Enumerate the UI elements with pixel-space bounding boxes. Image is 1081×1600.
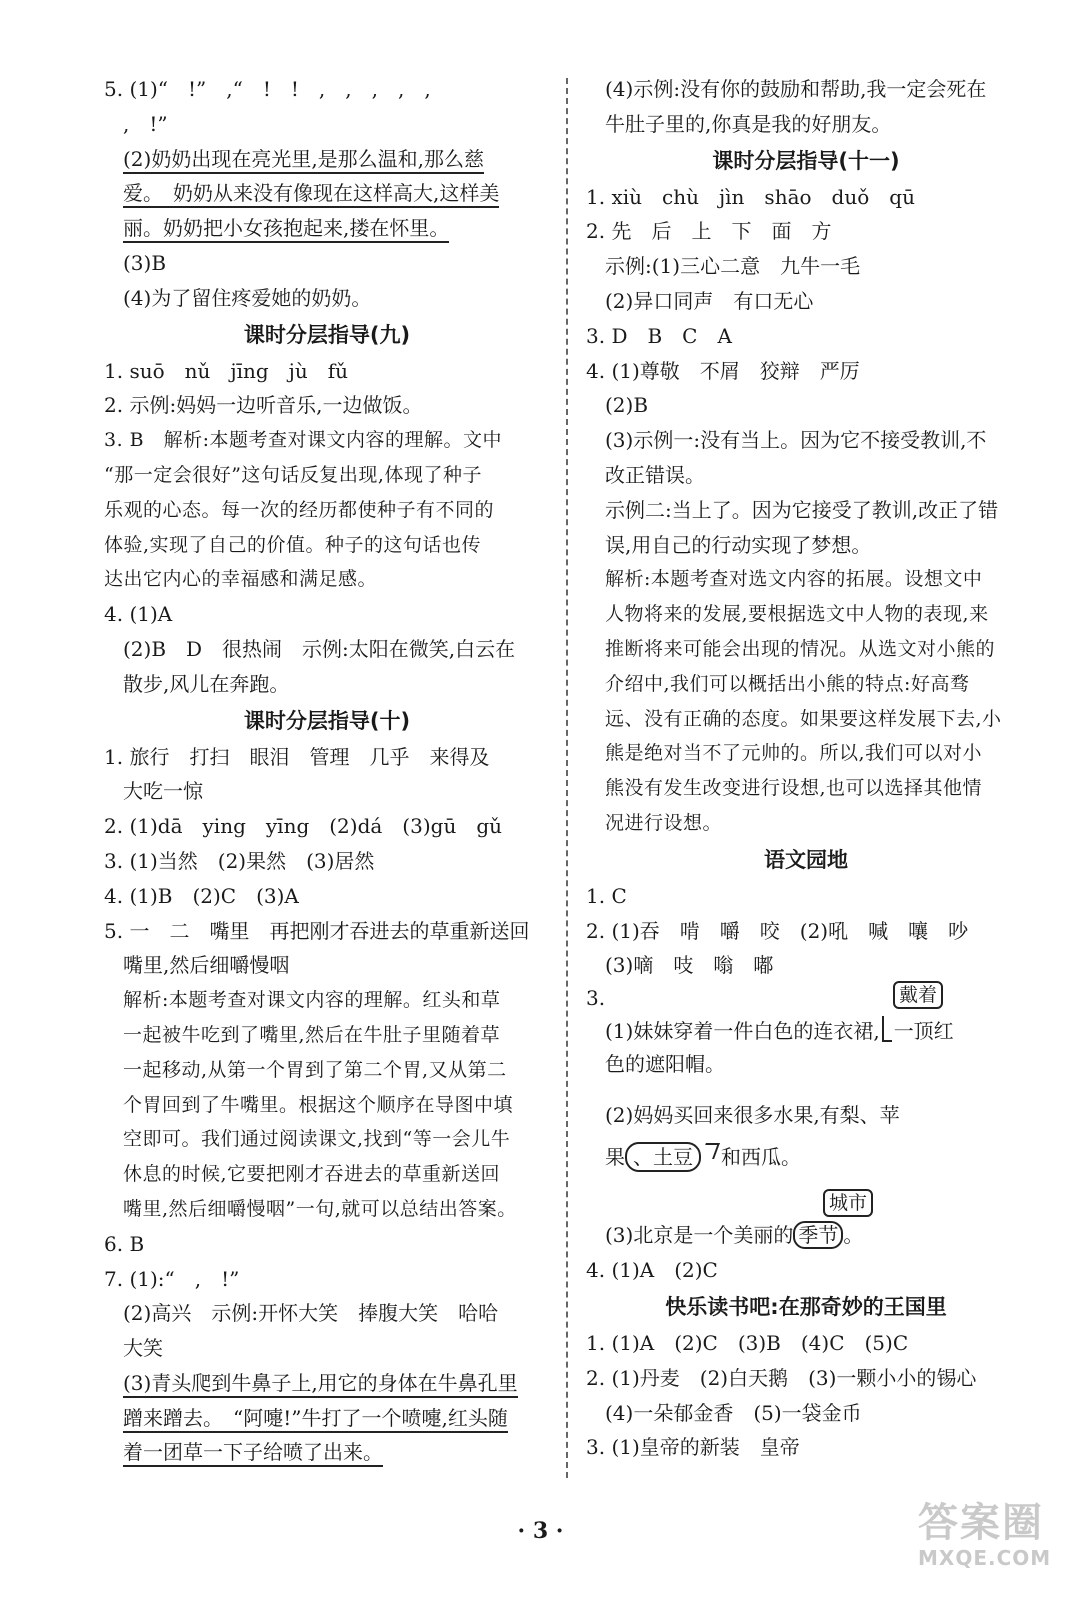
sec11-line-2: 2. 先 后 上 下 面 方 <box>586 219 832 244</box>
sec10-line-13: 休息的时候,它要把刚才吞进去的草重新送回 <box>123 1163 501 1186</box>
underlined-text: (3)青头爬到牛鼻子上,用它的身体在牛鼻孔里 <box>123 1371 518 1398</box>
sec11-line-13: 人物将来的发展,要根据选文中人物的表现,来 <box>605 603 989 626</box>
edit-sentence-1-end: 一顶红 <box>893 1019 954 1044</box>
garden-line-4 <box>586 983 1026 1013</box>
page-number: · 3 · <box>517 1518 564 1544</box>
watermark <box>918 1500 1068 1590</box>
text: 和西瓜。 <box>721 1145 801 1170</box>
sec10-line-10: 一起移动,从第一个胃到了第二个胃,又从第二 <box>123 1058 507 1081</box>
watermark-title: 答案圈 <box>918 1500 1044 1546</box>
sec10-line-16: 7. (1):“ , !” <box>104 1266 240 1291</box>
sec11-line-3: 示例:(1)三心二意 九牛一毛 <box>605 254 861 279</box>
reading-line-4: 3. (1)皇帝的新装 皇帝 <box>586 1435 800 1460</box>
section-title-10: 课时分层指导(十) <box>243 708 411 733</box>
underlined-text: 丽。奶奶把小女孩抱起来,搂在怀里。 <box>123 216 449 243</box>
q5-line-4 <box>104 176 550 211</box>
sec9-line-7: 达出它内心的幸福感和满足感。 <box>104 568 378 591</box>
sec9-line-8: 4. (1)A <box>104 602 173 627</box>
q5-line-2: , !” <box>123 111 168 136</box>
sec10-line-6: 5. 一 二 嘴里 再把刚才吞进去的草重新送回 <box>104 918 530 943</box>
sec9-line-9: (2)B D 很热闹 示例:太阳在微笑,白云在 <box>123 636 516 661</box>
sec10-line-17: (2)高兴 示例:开怀大笑 捧腹大笑 哈哈 <box>123 1301 499 1326</box>
sec11-line-18: 熊没有发生改变进行设想,也可以选择其他情 <box>605 777 983 800</box>
garden-line-9-insert <box>586 1189 1026 1217</box>
sec10-line-12: 空即可。我们通过阅读课文,找到“等一会儿牛 <box>123 1128 511 1151</box>
sec11-line-5: 3. D B C A <box>586 323 732 348</box>
sec10-line-20 <box>104 1401 550 1436</box>
top-line-1: (4)示例:没有你的鼓励和帮助,我一定会死在 <box>605 77 987 101</box>
column-divider <box>566 78 568 1478</box>
sec11-line-16: 远、没有正确的态度。如果要这样发展下去,小 <box>605 707 1002 730</box>
sec11-line-17: 熊是绝对当不了元帅的。所以,我们可以对小 <box>605 742 983 765</box>
q5-line-6: (3)B <box>123 250 167 275</box>
sec9-line-5: 乐观的心态。每一次的经历都使种子有不同的 <box>104 498 495 521</box>
sec9-line-4: “那一定会很好”这句话反复出现,体现了种子 <box>104 463 482 486</box>
section-title-garden: 语文园地 <box>764 847 848 872</box>
deletion-mark <box>625 1142 701 1172</box>
reading-line-3: (4)一朵郁金香 (5)一袋金币 <box>605 1400 862 1425</box>
sec11-line-9: 改正错误。 <box>605 462 705 487</box>
text: (3)北京是一个美丽的 <box>605 1223 794 1248</box>
sec11-line-10: 示例二:当上了。因为它接受了教训,改正了错 <box>605 497 999 522</box>
q5-line-1: 5. (1)“ !” ,“ ! ! , , , , , <box>104 77 431 101</box>
sec11-line-15: 介绍中,我们可以概括出小熊的特点:好高骛 <box>605 672 970 695</box>
sec10-line-19 <box>104 1366 550 1401</box>
replace-mark <box>793 1221 843 1249</box>
underlined-text: 爱。 奶奶从来没有像现在这样高大,这样美 <box>123 181 499 208</box>
garden-line-8 <box>586 1135 1026 1179</box>
sec10-line-3: 2. (1)dā ying yīng (2)dá (3)gū gǔ <box>104 814 503 839</box>
sec11-line-1: 1. xiù chù jìn shāo duǒ qū <box>586 184 915 209</box>
garden-line-5 <box>586 1013 1026 1049</box>
q5-line-5 <box>104 211 550 246</box>
sec9-line-3: 3. B 解析:本题考查对课文内容的理解。文中 <box>104 429 503 452</box>
sec11-line-14: 推断将来可能会出现的情况。从选文对小熊的 <box>605 637 996 660</box>
sec10-line-4: 3. (1)当然 (2)果然 (3)居然 <box>104 848 375 873</box>
sec10-line-14: 嘴里,然后细嚼慢咽”一句,就可以总结出答案。 <box>123 1197 517 1220</box>
edit-sentence-1: (1)妹妹穿着一件白色的连衣裙, <box>605 1019 880 1044</box>
underlined-text: 蹭来蹭去。 “阿嚏!”牛打了一个喷嚏,红头随 <box>123 1406 508 1433</box>
sec9-line-2: 2. 示例:妈妈一边听音乐,一边做饭。 <box>104 393 423 418</box>
sec9-line-1: 1. suō nǔ jīng jù fǔ <box>104 358 349 383</box>
delete-tail-icon <box>700 1143 720 1159</box>
caret-mark <box>882 1016 892 1042</box>
replaced-word: 季节 <box>798 1223 839 1248</box>
sec9-line-10: 散步,风儿在奔跑。 <box>123 671 290 696</box>
garden-line-1: 1. C <box>586 883 627 908</box>
insert-word-box: 戴着 <box>893 983 943 1009</box>
sec11-line-19: 况进行设想。 <box>605 811 723 834</box>
section-title-11: 课时分层指导(十一) <box>712 148 900 173</box>
section-title-9: 课时分层指导(九) <box>243 322 411 347</box>
reading-line-1: 1. (1)A (2)C (3)B (4)C (5)C <box>586 1330 909 1355</box>
sec10-line-1: 1. 旅行 打扫 眼泪 管理 几乎 来得及 <box>104 744 490 769</box>
sec9-line-6: 体验,实现了自己的价值。种子的这句话也传 <box>104 533 482 556</box>
garden-line-10: 4. (1)A (2)C <box>586 1258 718 1283</box>
sec10-line-11: 个胃回到了牛嘴里。根据这个顺序在导图中填 <box>123 1093 514 1116</box>
sec11-line-8: (3)示例一:没有当上。因为它不接受教训,不 <box>605 428 987 453</box>
right-column <box>586 72 1026 1465</box>
underlined-text: 着一团草一下子给喷了出来。 <box>123 1440 383 1467</box>
left-column <box>104 72 550 1470</box>
sec11-line-4: (2)异口同声 有口无心 <box>605 288 814 313</box>
sec10-line-8: 解析:本题考查对课文内容的理解。红头和草 <box>123 989 501 1012</box>
text: 果 <box>605 1145 625 1170</box>
sec10-line-7: 嘴里,然后细嚼慢咽 <box>123 953 290 978</box>
q5-line-7: (4)为了留住疼爱她的奶奶。 <box>123 285 372 310</box>
garden-line-7: (2)妈妈买回来很多水果,有梨、苹 <box>605 1103 900 1128</box>
underlined-text: (2)奶奶出现在亮光里,是那么温和,那么慈 <box>123 147 484 174</box>
sec10-line-15: 6. B <box>104 1231 145 1256</box>
q3-label: 3. <box>586 986 606 1011</box>
sec11-line-7: (2)B <box>605 393 649 418</box>
sec10-line-9: 一起被牛吃到了嘴里,然后在牛肚子里随着草 <box>123 1023 501 1046</box>
garden-line-3: (3)嘀 吱 嗡 嘟 <box>605 953 774 978</box>
sec11-line-12: 解析:本题考查对选文内容的拓展。设想文中 <box>605 568 983 591</box>
reading-line-2: 2. (1)丹麦 (2)白天鹅 (3)一颗小小的锡心 <box>586 1365 977 1390</box>
garden-line-9 <box>586 1217 1026 1253</box>
replace-word-box: 城市 <box>823 1189 873 1217</box>
garden-line-6: 色的遮阳帽。 <box>605 1052 725 1077</box>
sec10-line-2: 大吃一惊 <box>123 779 203 804</box>
q5-line-3 <box>104 142 550 177</box>
sec11-line-11: 误,用自己的行动实现了梦想。 <box>605 532 872 557</box>
deleted-word: 、土豆 <box>633 1145 693 1170</box>
sec11-line-6: 4. (1)尊敬 不屑 狡辩 严厉 <box>586 358 860 383</box>
sec10-line-18: 大笑 <box>123 1336 163 1361</box>
top-line-2: 牛肚子里的,你真是我的好朋友。 <box>605 111 892 136</box>
garden-line-2: 2. (1)吞 啃 嚼 咬 (2)吼 喊 嚷 吵 <box>586 918 969 943</box>
sec10-line-21 <box>104 1435 550 1470</box>
text: 。 <box>843 1223 864 1248</box>
sec10-line-5: 4. (1)B (2)C (3)A <box>104 883 299 908</box>
watermark-url: MXQE.COM <box>918 1546 1052 1570</box>
section-title-reading: 快乐读书吧:在那奇妙的王国里 <box>665 1294 947 1319</box>
